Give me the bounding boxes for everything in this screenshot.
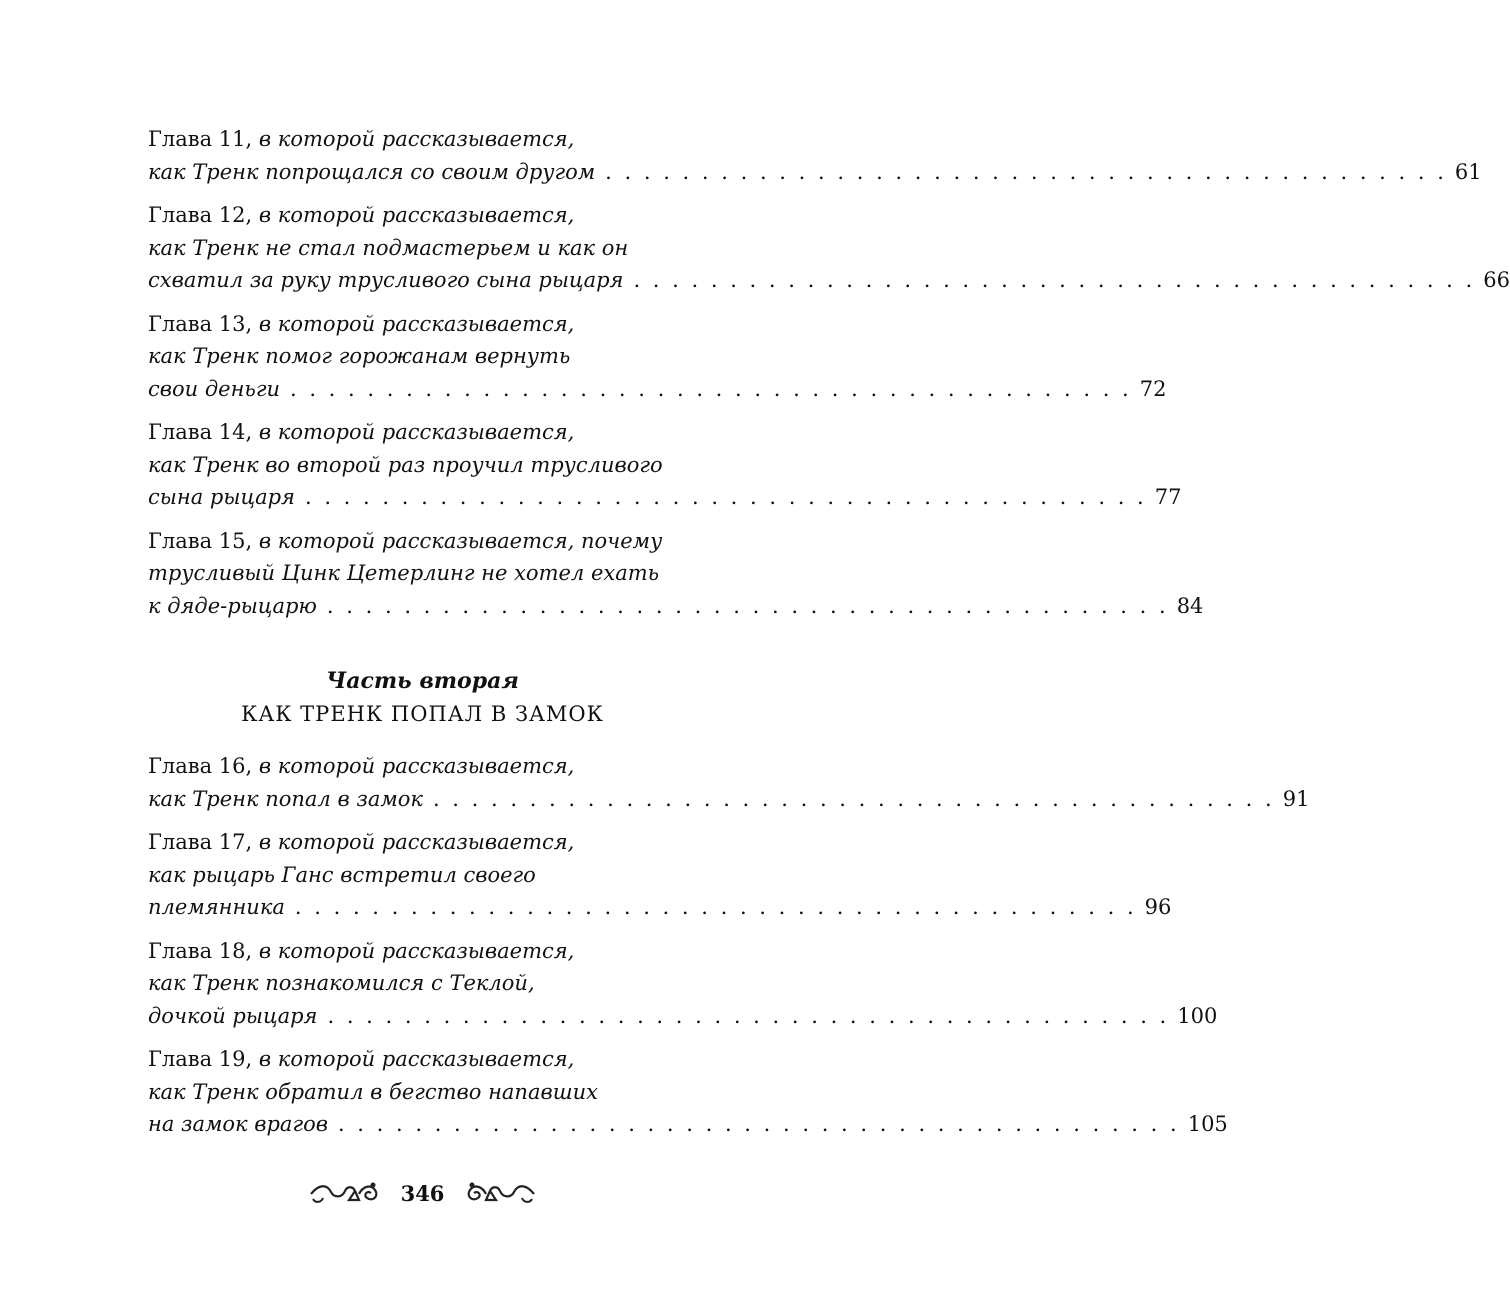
toc-entry-chapter-19[interactable] [148,1043,1228,1152]
chapter-desc-last: как Тренк попал в замок [148,786,423,811]
chapter-label: Глава 13, [148,311,253,336]
toc-entry-chapter-14[interactable] [148,416,1182,525]
chapter-label: Глава 19, [148,1047,253,1071]
chapter-desc-line: как Тренк помог горожанам вернуть [148,344,571,368]
toc-entry-chapter-11[interactable] [148,123,1482,199]
ornament-swirl-icon [462,1178,536,1208]
chapter-desc-line: как рыцарь Ганс встретил своего [148,862,536,887]
chapter-desc-line: как Тренк познакомился с Теклой, [148,971,535,995]
chapter-desc-last: сына рыцаря [148,485,295,509]
chapter-label: Глава 16, [148,754,253,778]
chapter-desc-last: к дяде-рыцарю [148,593,317,618]
chapter-desc-line: трусливый Цинк Цетерлинг не хотел ехать [148,561,660,585]
page-number: 91 [1282,786,1310,811]
chapter-desc-line: в которой рассказывается, [258,830,575,854]
toc-entry-chapter-18[interactable] [148,935,1218,1044]
chapter-label: Глава 17, [148,830,253,854]
toc-part-one [148,123,1510,633]
dot-leader: . . . . . . . . . . . . . . . . . . . . . . . . . . . . . . . . . . . . . . . . . . . . [304,485,1147,509]
chapter-label: Глава 14, [148,420,253,444]
chapter-desc-line: в которой рассказывается, [258,938,575,963]
chapter-desc-line: в которой рассказывается, почему [258,528,663,553]
chapter-desc-line: как Тренк не стал подмастерьем и как он [148,235,629,260]
dot-leader: . . . . . . . . . . . . . . . . . . . . . . . . . . . . . . . . . . . . . . . . . . . . [337,1112,1180,1136]
chapter-desc-line: как Тренк во второй раз проучил трусливого [148,452,663,477]
dot-leader: . . . . . . . . . . . . . . . . . . . . . . . . . . . . . . . . . . . . . . . . . . . . [605,159,1447,184]
chapter-desc-line: в которой рассказывается, [258,754,575,778]
ornament-swirl-icon [309,1178,383,1208]
chapter-desc-last: как Тренк попрощался со своим другом [148,159,596,184]
dot-leader: . . . . . . . . . . . . . . . . . . . . . . . . . . . . . . . . . . . . . . . . . . . . [294,895,1137,919]
chapter-desc-line: в которой рассказывается, [258,203,575,227]
toc-entry-chapter-17[interactable] [148,826,1172,935]
toc-entry-chapter-12[interactable] [148,199,1510,308]
toc-entry-chapter-13[interactable] [148,308,1167,417]
page-number: 61 [1454,159,1482,184]
chapter-desc-last: свои деньги [148,376,280,401]
chapter-desc-line: в которой рассказывается, [258,311,575,336]
page-number: 100 [1177,1003,1218,1028]
toc-entry-chapter-15[interactable] [148,525,1204,634]
dot-leader: . . . . . . . . . . . . . . . . . . . . . . . . . . . . . . . . . . . . . . . . . . . . [326,593,1169,618]
dot-leader: . . . . . . . . . . . . . . . . . . . . . . . . . . . . . . . . . . . . . . . . . . . . [327,1003,1170,1028]
page-footer [0,1176,845,1210]
page-number: 72 [1139,376,1167,401]
chapter-desc-line: как Тренк обратил в бегство напавших [148,1079,598,1104]
chapter-desc-last: схватил за руку трусливого сына рыцаря [148,268,624,292]
chapter-label: Глава 11, [148,127,253,151]
chapter-desc-line: в которой рассказывается, [258,1047,575,1071]
dot-leader: . . . . . . . . . . . . . . . . . . . . . . . . . . . . . . . . . . . . . . . . . . . . [633,268,1476,292]
page-number: 77 [1154,485,1182,509]
toc-entry-chapter-16[interactable] [148,750,1310,826]
toc-part-two [148,750,1310,1152]
page-number: 66 [1483,268,1510,292]
page-number: 96 [1144,895,1172,919]
chapter-desc-line: в которой рассказывается, [258,127,575,151]
chapter-label: Глава 18, [148,938,253,963]
chapter-desc-line: в которой рассказывается, [258,420,575,444]
chapter-label: Глава 12, [148,203,253,227]
chapter-desc-last: дочкой рыцаря [148,1003,318,1028]
chapter-desc-last: на замок врагов [148,1112,328,1136]
chapter-label: Глава 15, [148,528,253,553]
chapter-desc-last: племянника [148,895,285,919]
page-number: 84 [1176,593,1204,618]
footer-page-number: 346 [400,1180,445,1206]
dot-leader: . . . . . . . . . . . . . . . . . . . . . . . . . . . . . . . . . . . . . . . . . . . . [289,376,1132,401]
page-number: 105 [1187,1112,1228,1136]
part-title: Часть вторая [326,668,519,694]
part-subtitle: КАК ТРЕНК ПОПАЛ В ЗАМОК [241,702,604,726]
dot-leader: . . . . . . . . . . . . . . . . . . . . . . . . . . . . . . . . . . . . . . . . . . . . [432,786,1275,811]
